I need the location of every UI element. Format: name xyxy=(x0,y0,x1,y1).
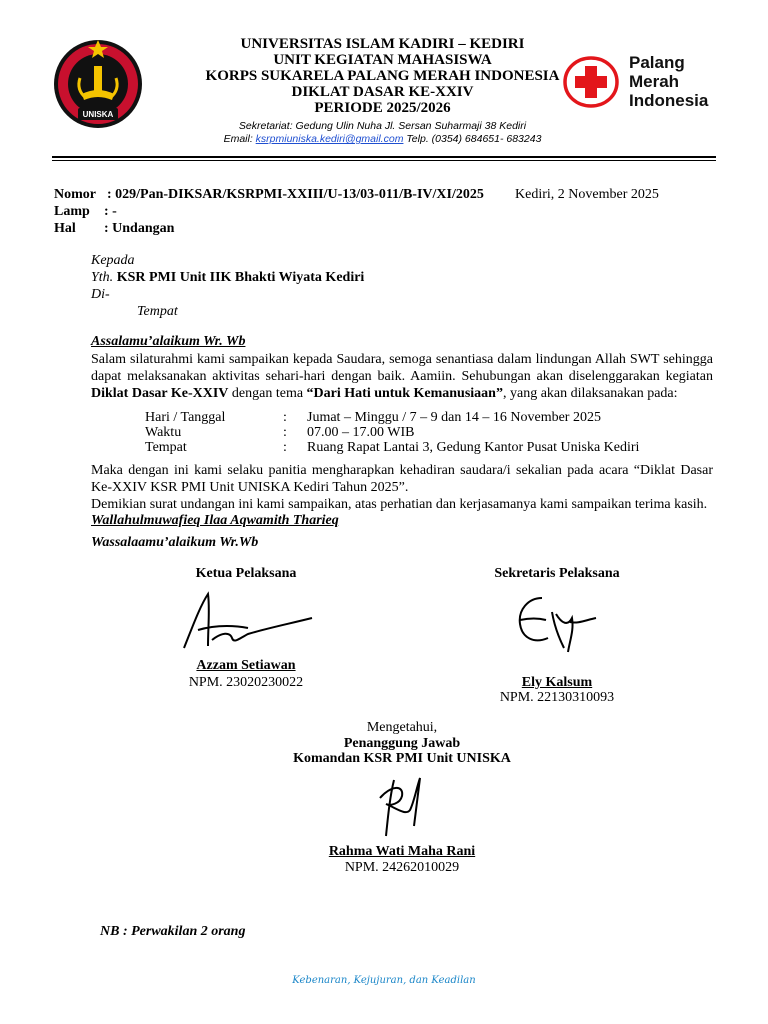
phone-number: Telp. (0354) 684651- 683243 xyxy=(403,133,542,145)
kepada-label: Kepada xyxy=(91,253,135,268)
detail-value: Jumat – Minggu / 7 – 9 dan 14 – 16 November 2025 xyxy=(307,410,601,425)
body-paragraph-2 xyxy=(91,462,713,496)
letter-date: Kediri, 2 November 2025 xyxy=(515,187,659,202)
secretariat-address: Sekretariat: Gedung Ulin Nuha Jl. Sersan Suharmaji 38 Kediri xyxy=(238,120,527,132)
header-line-5: PERIODE 2025/2026 xyxy=(314,100,451,116)
detail-sep: : xyxy=(283,410,287,425)
hal-label: Hal xyxy=(54,221,76,236)
email-label: Email: xyxy=(223,133,256,145)
detail-sep: : xyxy=(283,425,287,440)
p2-text: Maka dengan ini kami selaku panitia mengharapkan kehadiran saudara/i sekalian pada acara “Diklat Dasar Ke-XXIV KSR PMI Unit UNISKA Kediri Tahun 2025”. xyxy=(91,463,713,495)
header-rule-bottom xyxy=(52,160,716,161)
header-rule-top xyxy=(52,156,716,158)
tempat-label: Tempat xyxy=(137,304,178,319)
pmi-word-3: Indonesia xyxy=(629,91,709,110)
right-signer-npm: NPM. 22130310093 xyxy=(499,690,615,705)
lamp-value: : - xyxy=(104,204,117,219)
yth-label: Yth. xyxy=(91,270,114,285)
uniska-logo-text: UNISKA xyxy=(82,110,114,119)
body-paragraph-3 xyxy=(91,496,713,513)
nb-note: NB : Perwakilan 2 orang xyxy=(100,924,246,939)
lamp-label: Lamp xyxy=(54,204,90,219)
email-link[interactable]: ksrpmiuniska.kediri@gmail.com xyxy=(255,133,404,145)
pmi-word-1: Palang xyxy=(629,53,685,72)
left-signature-icon xyxy=(178,588,318,652)
nomor-label: Nomor xyxy=(54,187,96,202)
p1-event-name: Diklat Dasar Ke-XXIV xyxy=(91,386,229,401)
detail-label: Waktu xyxy=(145,425,182,440)
letterhead-title-block xyxy=(160,36,605,146)
header-line-1: UNIVERSITAS ISLAM KADIRI – KEDIRI xyxy=(240,36,525,52)
pmi-logo-icon xyxy=(561,54,621,110)
detail-label: Hari / Tanggal xyxy=(145,410,226,425)
header-line-3: KORPS SUKARELA PALANG MERAH INDONESIA xyxy=(205,68,560,84)
center-signature-icon xyxy=(372,770,432,840)
right-signature-icon xyxy=(512,590,602,654)
right-signer-name: Ely Kalsum xyxy=(521,675,593,690)
detail-label: Tempat xyxy=(145,440,187,455)
p1-text-c: dengan tema xyxy=(228,386,307,401)
closing-prayer: Wallahulmuwafieq Ilaa Aqwamith Tharieq xyxy=(91,513,339,528)
letter-meta xyxy=(54,186,484,237)
p1-theme: “Dari Hati untuk Kemanusiaan” xyxy=(306,386,503,401)
detail-value: 07.00 – 17.00 WIB xyxy=(307,425,415,440)
p1-text-e: , yang akan dilaksanakan pada: xyxy=(502,386,678,401)
header-line-2: UNIT KEGIATAN MAHASISWA xyxy=(273,52,492,68)
left-signer-npm: NPM. 23020230022 xyxy=(188,675,304,690)
pmi-wordmark xyxy=(629,53,708,110)
pj-title: Penanggung Jawab xyxy=(343,736,461,751)
hal-value: : Undangan xyxy=(104,221,175,236)
p1-text-a: Salam silaturahmi kami sampaikan kepada Saudara, semoga senantiasa dalam lindungan Allah SWT sehingga dapat melaksanakan aktivitas sehari-hari dengan baik. Aamiin. Sehubungan akan diselenggarakan kegiatan xyxy=(91,352,713,384)
center-signer-npm: NPM. 24262010029 xyxy=(344,860,460,875)
detail-value: Ruang Rapat Lantai 3, Gedung Kantor Pusat Uniska Kediri xyxy=(307,440,640,455)
mengetahui-label: Mengetahui, xyxy=(366,720,438,735)
footer-motto: Kebenaran, Kejujuran, dan Keadilan xyxy=(292,975,476,986)
p3-text: Demikian surat undangan ini kami sampaikan, atas perhatian dan kerjasamanya kami sampaikan terima kasih. xyxy=(91,497,708,512)
closing-salutation: Wassalaamu’alaikum Wr.Wb xyxy=(91,535,259,550)
body-paragraph-1 xyxy=(91,351,713,402)
center-signer-name: Rahma Wati Maha Rani xyxy=(328,844,476,859)
recipient-block xyxy=(91,252,364,320)
header-line-4: DIKLAT DASAR KE-XXIV xyxy=(291,84,474,100)
detail-sep: : xyxy=(283,440,287,455)
greeting: Assalamu’alaikum Wr. Wb xyxy=(91,334,246,349)
recipient-name: KSR PMI Unit IIK Bhakti Wiyata Kediri xyxy=(116,270,365,285)
right-signer-title: Sekretaris Pelaksana xyxy=(494,566,620,581)
contact-line xyxy=(160,133,605,146)
komandan-title: Komandan KSR PMI Unit UNISKA xyxy=(293,751,511,766)
nomor-value: : 029/Pan-DIKSAR/KSRPMI-XXIII/U-13/03-011/B-IV/XI/2025 xyxy=(107,187,484,202)
left-signer-name: Azzam Setiawan xyxy=(196,658,296,673)
di-label: Di- xyxy=(91,287,110,302)
pmi-word-2: Merah xyxy=(629,72,680,91)
left-signer-title: Ketua Pelaksana xyxy=(195,566,297,581)
